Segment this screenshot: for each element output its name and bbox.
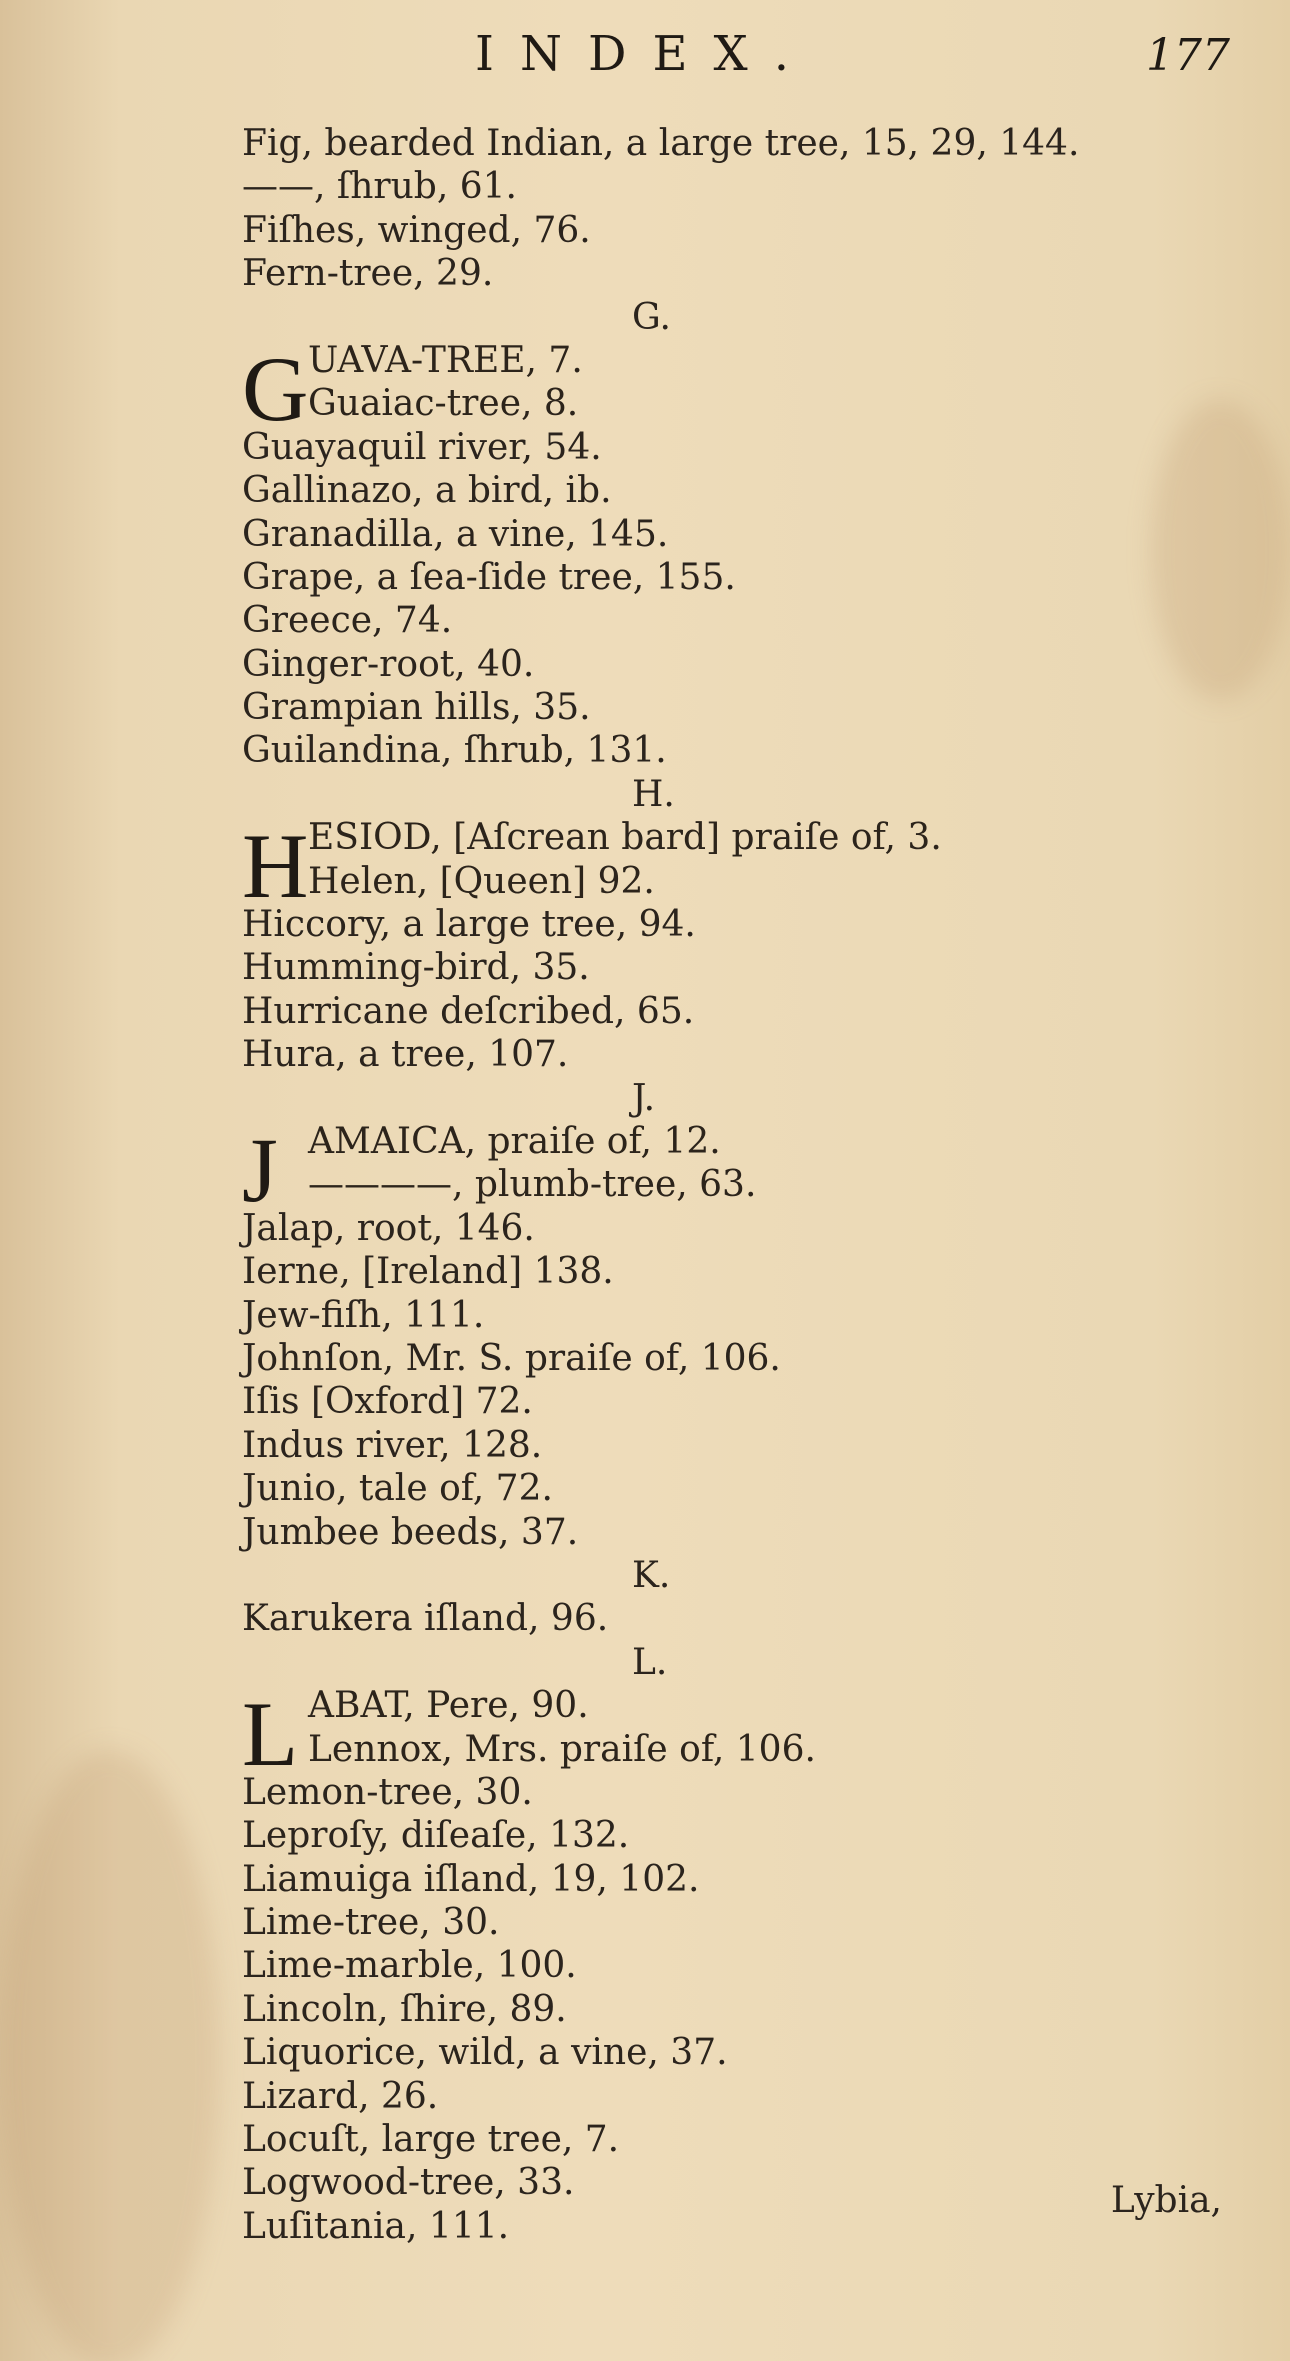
index-entry: Grape, a ſea-ſide tree, 155.: [242, 556, 736, 598]
dropcap-entry: [242, 1119, 1142, 1222]
index-entry: Ierne, [Ireland] 138.: [242, 1251, 614, 1293]
index-entry: AMAICA, praiſe of, 12.: [308, 1121, 721, 1163]
section-letter: L.: [632, 1641, 668, 1683]
index-entry: Locuſt, large tree, 7.: [242, 2119, 620, 2161]
index-entry: Indus river, 128.: [242, 1424, 543, 1466]
index-entry: Ginger-root, 40.: [242, 643, 535, 685]
index-entry: Guayaquil river, 54.: [242, 426, 602, 468]
index-entry: ESIOD, [Aſcrean bard] praiſe of, 3.: [308, 817, 942, 859]
paper-stain: [1150, 400, 1290, 700]
section-letter: H.: [632, 773, 675, 815]
index-entry: Jumbee beeds, 37.: [242, 1511, 579, 1553]
index-entry: Grampian hills, 35.: [242, 687, 591, 729]
index-entry: Jalap, root, 146.: [242, 1207, 535, 1249]
index-entry: Jew-fiſh, 111.: [242, 1294, 485, 1336]
index-entry: Hurricane deſcribed, 65.: [242, 990, 695, 1032]
page-number: 177: [1146, 30, 1230, 81]
index-entry: Fig, bearded Indian, a large tree, 15, 29, 144.: [242, 123, 1080, 164]
index-entry: ——, ſhrub, 61.: [242, 166, 517, 208]
index-entries-list: [242, 122, 1142, 2248]
index-entry: Hiccory, a large tree, 94.: [242, 904, 696, 946]
index-entry: Fiſhes, winged, 76.: [242, 209, 591, 251]
dropcap-letter: G: [242, 337, 309, 440]
index-entry: Helen, [Queen] 92.: [308, 860, 655, 902]
index-heading: INDEX.: [475, 26, 815, 82]
section-letter: K.: [632, 1554, 671, 1596]
index-entry: Johnſon, Mr. S. praiſe of, 106.: [242, 1337, 781, 1379]
index-entry: Guilandina, ſhrub, 131.: [242, 730, 667, 772]
index-entry: UAVA-TREE, 7.: [308, 339, 583, 381]
dropcap-entry: [242, 815, 1142, 918]
index-entry: Hura, a tree, 107.: [242, 1034, 569, 1076]
catchword: Lybia,: [1110, 2180, 1222, 2221]
index-entry: Lennox, Mrs. praiſe of, 106.: [308, 1728, 816, 1770]
section-letter: J.: [632, 1077, 656, 1119]
index-entry: Lime-marble, 100.: [242, 1945, 577, 1987]
index-entry: Guaiac-tree, 8.: [308, 383, 579, 425]
index-entry: Gallinazo, a bird, ib.: [242, 470, 612, 512]
index-entry: Lime-tree, 30.: [242, 1902, 500, 1944]
index-entry: Granadilla, a vine, 145.: [242, 513, 669, 555]
index-entry: Greece, 74.: [242, 600, 453, 642]
index-entry: ————, plumb-tree, 63.: [308, 1164, 757, 1206]
index-entry: Humming-bird, 35.: [242, 947, 590, 989]
index-entry: Liamuiga iſland, 19, 102.: [242, 1858, 700, 1900]
index-entry: Logwood-tree, 33.: [242, 2162, 575, 2204]
index-entry: Lemon-tree, 30.: [242, 1771, 533, 1813]
paper-stain: [0, 1750, 220, 2361]
index-entry: ABAT, Pere, 90.: [308, 1685, 589, 1727]
section-letter: G.: [632, 296, 671, 338]
index-entry: Luſitania, 111.: [242, 2205, 510, 2247]
index-entry: Karukera iſland, 96.: [242, 1598, 609, 1640]
index-entry: Liquorice, wild, a vine, 37.: [242, 2032, 728, 2074]
dropcap-letter: L: [242, 1683, 299, 1786]
index-entry: Lizard, 26.: [242, 2075, 439, 2117]
index-entry: Iſis [Oxford] 72.: [242, 1381, 533, 1423]
index-entry: Leproſy, diſeaſe, 132.: [242, 1815, 630, 1857]
dropcap-letter: H: [242, 815, 309, 918]
dropcap-entry: [242, 1683, 1142, 1786]
dropcap-letter: J: [242, 1119, 278, 1222]
index-entry: Lincoln, ſhire, 89.: [242, 1988, 567, 2030]
index-entry: Junio, tale of, 72.: [242, 1468, 553, 1510]
index-entry: Fern-tree, 29.: [242, 253, 494, 295]
dropcap-entry: [242, 337, 1142, 440]
